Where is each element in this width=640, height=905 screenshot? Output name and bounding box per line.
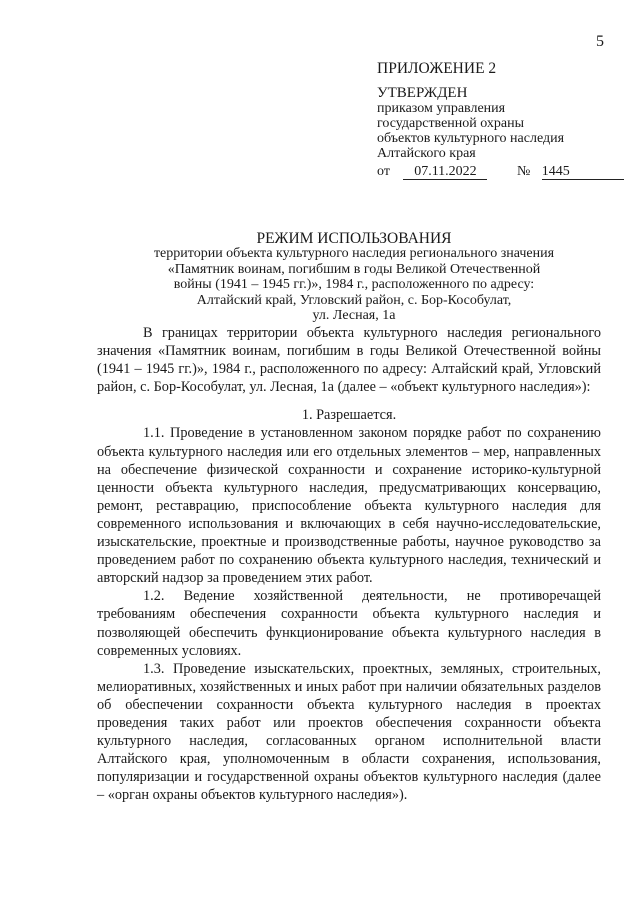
paragraph-1-1: 1.1. Проведение в установленном законом порядке работ по сохранению объекта культурного наследия или его отдельных элементов – мер, направленных на обеспечение физической сохранности и сохранение историко-культурной ценности объекта культурного наследия, предусматривающих консервацию, ремонт, реставрацию, приспособление объекта культурного наследия для современного использования и включающих в себя научно-исследовательские, изыскательские, проектные и производственные работы, научное руководство за проведением работ по сохранению объекта культурного наследия, технический и авторский надзор за проведением этих работ. — [97, 425, 601, 587]
paragraph-1-3: 1.3. Проведение изыскательских, проектных, земляных, строительных, мелиоративных, хозяйственных и иных работ при наличии обязательных разделов об обеспечении сохранности объекта культурного наследия в проектах проведения таких работ или проектов обеспечения сохранности объекта культурного наследия, согласованных органом исполнительной власти Алтайского края, уполномоченным в области сохранения, использования, популяризации и государственной охраны объектов культурного наследия (далее – «орган охраны объектов культурного наследия»). — [97, 660, 601, 804]
title-line: ул. Лесная, 1а — [312, 308, 396, 324]
section-title: 1. Разрешается. — [301, 407, 397, 424]
paragraph-1-2: 1.2. Ведение хозяйственной деятельности, не противоречащей требованиям обеспечения сохранности объекта культурного наследия и позволяющей обеспечить функционирование объекта культурного наследия в современных условиях. — [97, 588, 601, 659]
title-line: «Памятник воинам, погибшим в годы Великой Отечественной — [167, 261, 541, 277]
page-number: 5 — [596, 33, 604, 50]
order-date-number — [377, 164, 627, 180]
intro-paragraph: В границах территории объекта культурного наследия регионального значения «Памятник воинам, погибшим в годы Великой Отечественной войны (1941 – 1945 гг.)», 1984 г., расположенного по адресу: Алтайский край, Угловский район, с. Бор-Кособулат, ул. Лесная, 1а (далее – «объект культурного наследия»): — [97, 325, 601, 396]
approval-line: государственной охраны — [377, 116, 525, 131]
title-line: территории объекта культурного наследия регионального значения — [153, 246, 555, 262]
from-label: от — [377, 164, 390, 179]
title-line: Алтайский край, Угловский район, с. Бор-Кособулат, — [196, 292, 512, 308]
order-number: 1445 — [542, 164, 624, 180]
approved-label: УТВЕРЖДЕН — [377, 85, 468, 101]
approval-line: приказом управления — [377, 101, 506, 116]
document-title — [95, 231, 613, 323]
approval-line: Алтайского края — [377, 146, 476, 161]
appendix-label: ПРИЛОЖЕНИЕ 2 — [377, 60, 497, 77]
approval-block — [377, 61, 627, 180]
title-line: войны (1941 – 1945 гг.)», 1984 г., расположенного по адресу: — [173, 277, 535, 293]
number-label: № — [516, 164, 531, 179]
document-body — [97, 324, 601, 804]
order-date: 07.11.2022 — [403, 164, 487, 180]
title-heading: РЕЖИМ ИСПОЛЬЗОВАНИЯ — [256, 230, 452, 247]
approval-line: объектов культурного наследия — [377, 131, 565, 146]
